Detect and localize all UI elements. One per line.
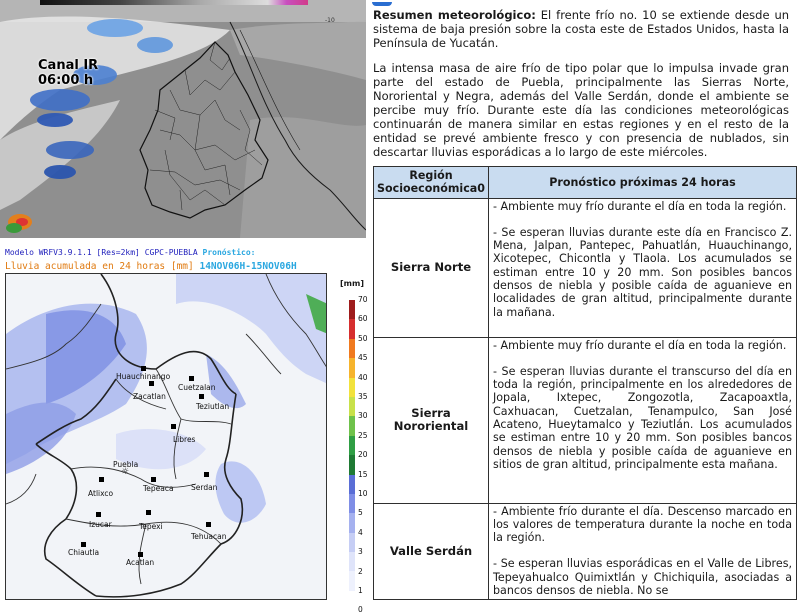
scale-label: 70 bbox=[358, 295, 368, 304]
wrf-title bbox=[5, 261, 297, 272]
header-forecast: Pronóstico próximas 24 horas bbox=[489, 167, 797, 199]
rain-title: Lluvia acumulada en 24 horas [mm] bbox=[5, 261, 194, 272]
scale-label: 50 bbox=[358, 333, 368, 343]
scale-swatch bbox=[349, 571, 355, 590]
rain-map bbox=[5, 273, 327, 600]
city-marker bbox=[171, 424, 176, 429]
city-marker bbox=[138, 552, 143, 557]
header-region: Región Socioeconómica0 bbox=[374, 167, 489, 199]
forecast-line: - Ambiente frío durante el día. Descenso marcado en los valores de temperatura durante la noche en toda la región. bbox=[493, 504, 792, 545]
table-row bbox=[374, 503, 797, 600]
period-label: 14NOV06H-15NOV06H bbox=[199, 261, 297, 272]
city-serdan: Serdan bbox=[191, 483, 218, 492]
city-zacatlan: Zacatlan bbox=[133, 392, 166, 401]
city-acatlan: Acatlan bbox=[126, 558, 155, 567]
wrf-header bbox=[5, 248, 255, 257]
scale-swatch bbox=[349, 552, 355, 571]
city-huauchinango: Huauchinango bbox=[116, 372, 171, 381]
scale-swatch bbox=[349, 416, 355, 435]
scale-label: 40 bbox=[358, 372, 368, 382]
scale-swatch bbox=[349, 494, 355, 513]
scale-label: 2 bbox=[358, 566, 363, 576]
scale-label: 35 bbox=[358, 392, 368, 401]
summary-title: Resumen meteorológico: bbox=[373, 8, 536, 22]
scale-swatch bbox=[349, 475, 355, 494]
summary-paragraph-1 bbox=[373, 8, 789, 50]
scale-swatch bbox=[349, 533, 355, 552]
city-marker bbox=[189, 376, 194, 381]
scale-label: 5 bbox=[358, 508, 363, 518]
region-name: Sierra Nororiental bbox=[374, 337, 489, 503]
scale-swatch bbox=[349, 300, 355, 319]
scale-label: 4 bbox=[358, 527, 363, 537]
city-libres: Libres bbox=[173, 435, 196, 444]
region-name: Valle Serdán bbox=[374, 503, 489, 600]
city-marker bbox=[96, 512, 101, 517]
forecast-cell bbox=[489, 503, 797, 600]
city-marker bbox=[146, 510, 151, 515]
city-izucar: Izucar bbox=[89, 520, 112, 529]
table-row bbox=[374, 337, 797, 503]
forecast-line: - Se esperan lluvias durante el transcurso del día en toda la región, principalmente en los alrededores de Jopala, Ixtepec, Zongozotla, Zacapoaxtla, Caxhuacan, Cuetzalan, Tenampulco, San José Acateno, Hueytamalco y Teziutlán. Los acumulados se estiman entre 10 y 20 mm. Son posibles bancos densos de niebla y posible caída de aguanieve en sitios de gran altitud, principalmente esta mañana. bbox=[493, 364, 792, 471]
city-atlixco: Atlixco bbox=[88, 489, 114, 498]
city-teziutlan: Teziutlan bbox=[196, 402, 230, 411]
weather-summary bbox=[373, 8, 789, 170]
city-tehuacan: Tehuacan bbox=[191, 532, 227, 541]
city-marker bbox=[141, 366, 146, 371]
region-name: Sierra Norte bbox=[374, 198, 489, 337]
scale-label: 45 bbox=[358, 353, 368, 363]
scale-mark: -10 bbox=[325, 17, 335, 24]
city-puebla: Puebla bbox=[113, 460, 139, 469]
scale-swatch bbox=[349, 436, 355, 455]
scale-label: 30 bbox=[358, 411, 368, 421]
city-marker bbox=[199, 394, 204, 399]
wrf-rain-map bbox=[0, 242, 368, 614]
satellite-label bbox=[38, 58, 98, 88]
city-tepexi: Tepexi bbox=[139, 522, 163, 531]
forecast-line: - Se esperan lluvias esporádicas en el Valle de Libres, Tepeyahualco Quimixtlán y Chichiquila, asociadas a bancos densos de niebla. No se bbox=[493, 557, 792, 598]
forecast-label: Pronóstico: bbox=[202, 248, 256, 257]
city-marker bbox=[204, 472, 209, 477]
scale-unit: [mm] bbox=[340, 279, 364, 288]
city-marker bbox=[81, 542, 86, 547]
summary-paragraph-2: La intensa masa de aire frío de tipo polar que lo impulsa invade gran parte del estado de Puebla, principalmente las Sierras Norte, Nororiental y Negra, además del Valle Serdán, donde el ambiente se percibe muy frío. Durante este día las condiciones meteorológicas continuarán de manera similar en estas regiones y en el resto de la entidad se prevé ambiente fresco y con presencia de nublados, sin descartar lluvias esporádicas a lo largo de este miércoles. bbox=[373, 61, 789, 159]
model-org: CGPC-PUEBLA bbox=[144, 248, 198, 257]
channel-label: Canal IR bbox=[38, 58, 99, 73]
scale-label: 60 bbox=[358, 314, 368, 324]
forecast-line: - Ambiente muy frío durante el día en toda la región. bbox=[493, 338, 787, 352]
scale-label: 10 bbox=[358, 489, 368, 498]
satellite-imagery bbox=[0, 0, 366, 238]
forecast-table bbox=[373, 166, 797, 600]
forecast-cell bbox=[489, 198, 797, 337]
sun-icon: ☼ bbox=[121, 467, 130, 477]
city-tepeaca: Tepeaca bbox=[143, 484, 174, 493]
time-label: 06:00 h bbox=[38, 73, 94, 88]
scale-swatch bbox=[349, 378, 355, 397]
city-chiautla: Chiautla bbox=[68, 548, 100, 557]
scale-label: 0 bbox=[358, 605, 363, 614]
scale-label: 1 bbox=[358, 586, 363, 595]
scale-label: 20 bbox=[358, 450, 368, 460]
city-marker bbox=[99, 477, 104, 482]
forecast-line: - Se esperan lluvias durante este día en Francisco Z. Mena, Jalpan, Pantepec, Pahuatlán, Huauchinango, Xicotepec, Chicontla y Tlaola. Los acumulados se estiman entre 10 y 20 mm. Son posibles bancos densos de niebla y posible caída de aguanieve en localidades de gran altitud, principalmente durante la mañana. bbox=[493, 225, 792, 319]
forecast-line: - Ambiente muy frío durante el día en toda la región. bbox=[493, 199, 787, 213]
scale-swatch bbox=[349, 455, 355, 474]
city-marker bbox=[151, 477, 156, 482]
summary-text-1: El frente frío no. 10 se extiende desde un sistema de baja presión sobre la costa este de Estados Unidos, hasta la Península de Yucatán. bbox=[373, 8, 790, 50]
satellite-image bbox=[0, 0, 366, 238]
scale-swatch bbox=[349, 591, 355, 610]
table-row bbox=[374, 198, 797, 337]
scale-swatch bbox=[349, 513, 355, 532]
logo-icon bbox=[372, 2, 392, 6]
city-marker bbox=[149, 381, 154, 386]
scale-label: 25 bbox=[358, 430, 368, 440]
city-marker bbox=[206, 522, 211, 527]
scale-label: 15 bbox=[358, 469, 368, 479]
rain-color-scale bbox=[349, 300, 355, 610]
scale-swatch bbox=[349, 397, 355, 416]
table-header-row bbox=[374, 167, 797, 199]
model-name: Modelo WRFV3.9.1.1 [Res=2km] bbox=[5, 248, 140, 257]
city-cuetzalan: Cuetzalan bbox=[178, 383, 216, 392]
scale-label: 3 bbox=[358, 547, 363, 557]
scale-swatch bbox=[349, 339, 355, 358]
forecast-cell bbox=[489, 337, 797, 503]
rain-map-graphic bbox=[6, 274, 327, 600]
scale-swatch bbox=[349, 358, 355, 377]
scale-swatch bbox=[349, 319, 355, 338]
